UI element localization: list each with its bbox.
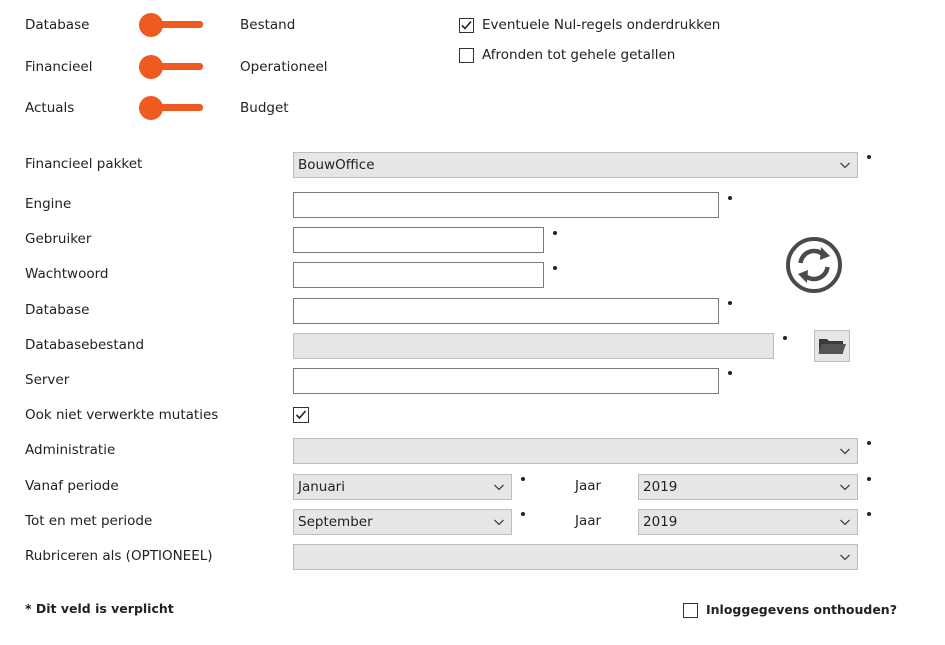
user-label: Gebruiker: [25, 231, 92, 247]
toggle-actuals-budget[interactable]: [139, 96, 203, 120]
required-marker: [783, 336, 787, 340]
toggle-knob[interactable]: [139, 55, 163, 79]
chevron-down-icon: [493, 516, 505, 528]
folder-icon: [815, 331, 849, 361]
toggle-knob[interactable]: [139, 13, 163, 37]
toggle-3-left-label: Actuals: [25, 100, 75, 116]
unprocessed-label: Ook niet verwerkte mutaties: [25, 407, 219, 423]
from-period-label: Vanaf periode: [25, 478, 119, 494]
toggle-3-right-label: Budget: [240, 100, 289, 116]
required-marker: [867, 477, 871, 481]
classify-select[interactable]: [293, 544, 858, 570]
required-marker: [521, 477, 525, 481]
required-marker: [728, 301, 732, 305]
required-marker: [728, 196, 732, 200]
from-year-label: Jaar: [575, 478, 602, 494]
required-marker: [867, 155, 871, 159]
required-marker: [521, 512, 525, 516]
database-label: Database: [25, 302, 90, 318]
password-input[interactable]: [293, 262, 544, 288]
required-marker: [728, 371, 732, 375]
round-whole-label: Afronden tot gehele getallen: [482, 47, 676, 63]
required-marker: [867, 512, 871, 516]
database-file-input[interactable]: [293, 333, 774, 359]
toggle-knob[interactable]: [139, 96, 163, 120]
administration-select[interactable]: [293, 438, 858, 464]
round-whole-checkbox[interactable]: [459, 48, 474, 63]
from-month-value: Januari: [298, 479, 345, 495]
check-icon: [460, 19, 473, 32]
unprocessed-checkbox[interactable]: [293, 407, 309, 423]
financial-package-value: BouwOffice: [298, 157, 375, 173]
from-year-value: 2019: [643, 479, 678, 495]
required-marker: [553, 266, 557, 270]
engine-input[interactable]: [293, 192, 719, 218]
toggle-1-left-label: Database: [25, 17, 90, 33]
chevron-down-icon: [839, 445, 851, 457]
refresh-icon[interactable]: [785, 236, 843, 294]
to-period-label: Tot en met periode: [25, 513, 153, 529]
database-file-label: Databasebestand: [25, 337, 145, 353]
user-input[interactable]: [293, 227, 544, 253]
from-year-select[interactable]: [638, 474, 858, 500]
toggle-2-left-label: Financieel: [25, 59, 93, 75]
chevron-down-icon: [493, 481, 505, 493]
financial-package-label: Financieel pakket: [25, 156, 143, 172]
server-input[interactable]: [293, 368, 719, 394]
remember-login-checkbox[interactable]: [683, 603, 698, 618]
browse-folder-button[interactable]: [814, 330, 850, 362]
database-input[interactable]: [293, 298, 719, 324]
to-year-value: 2019: [643, 514, 678, 530]
password-label: Wachtwoord: [25, 266, 109, 282]
required-marker: [553, 231, 557, 235]
toggle-2-right-label: Operationeel: [240, 59, 328, 75]
from-month-select[interactable]: [293, 474, 512, 500]
toggle-financieel-operationeel[interactable]: [139, 55, 203, 79]
suppress-zero-label: Eventuele Nul-regels onderdrukken: [482, 17, 721, 33]
check-icon: [294, 408, 308, 422]
to-month-value: September: [298, 514, 373, 530]
to-year-select[interactable]: [638, 509, 858, 535]
toggle-database-bestand[interactable]: [139, 13, 203, 37]
to-year-label: Jaar: [575, 513, 602, 529]
to-month-select[interactable]: [293, 509, 512, 535]
toggle-1-right-label: Bestand: [240, 17, 296, 33]
chevron-down-icon: [839, 551, 851, 563]
required-marker: [867, 441, 871, 445]
remember-login-label: Inloggegevens onthouden?: [706, 602, 897, 617]
engine-label: Engine: [25, 196, 72, 212]
administration-label: Administratie: [25, 442, 116, 458]
server-label: Server: [25, 372, 70, 388]
chevron-down-icon: [839, 481, 851, 493]
chevron-down-icon: [839, 516, 851, 528]
classify-label: Rubriceren als (OPTIONEEL): [25, 548, 213, 564]
financial-package-select[interactable]: [293, 152, 858, 178]
chevron-down-icon: [839, 159, 851, 171]
suppress-zero-checkbox[interactable]: [459, 18, 474, 33]
required-note: * Dit veld is verplicht: [25, 601, 174, 616]
